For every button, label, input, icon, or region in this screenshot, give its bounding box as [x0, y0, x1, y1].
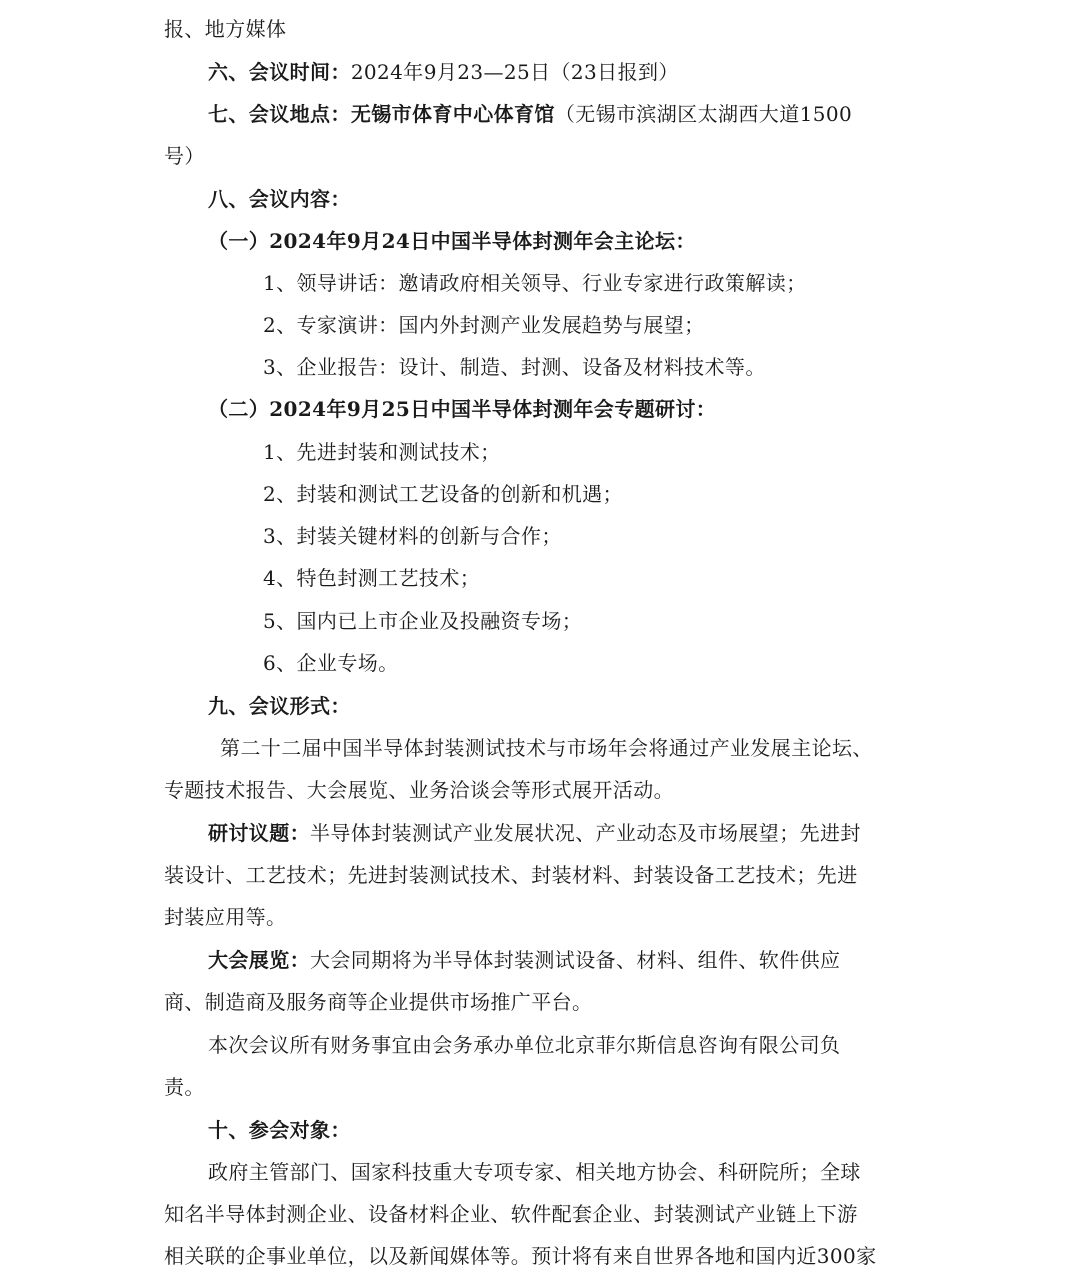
audience-paragraph-cont: 知名半导体封测企业、设备材料企业、软件配套企业、封装测试产业链上下游	[164, 1202, 858, 1226]
meeting-time: 2024年9月23—25日（23日报到）	[350, 60, 679, 84]
expo-paragraph-cont: 商、制造商及服务商等企业提供市场推广平台。	[164, 990, 593, 1014]
continued-text: 报、地方媒体	[164, 17, 287, 41]
part-2-item: 5、国内已上市企业及投融资专场；	[263, 609, 583, 633]
format-paragraph: 第二十二届中国半导体封装测试技术与市场年会将通过产业发展主论坛、	[220, 736, 873, 760]
format-paragraph-cont: 专题技术报告、大会展览、业务洽谈会等形式展开活动。	[164, 778, 674, 802]
section-7-heading: 七、会议地点：	[208, 102, 351, 126]
audience-paragraph: 政府主管部门、国家科技重大专项专家、相关地方协会、科研院所；全球	[208, 1160, 861, 1184]
topics-paragraph-cont: 封装应用等。	[164, 905, 287, 929]
topics-paragraph-cont: 装设计、工艺技术；先进封装测试技术、封装材料、封装设备工艺技术；先进	[164, 863, 858, 887]
topics-label: 研讨议题：	[208, 821, 310, 845]
part-1-item: 1、领导讲话：邀请政府相关领导、行业专家进行政策解读；	[263, 271, 807, 295]
venue-name: 无锡市体育中心体育馆	[350, 102, 555, 126]
part-2-item: 1、先进封装和测试技术；	[263, 440, 501, 464]
audience-paragraph-cont: 相关联的企事业单位，以及新闻媒体等。预计将有来自世界各地和国内近300家	[164, 1244, 877, 1268]
venue-address-cont: 号）	[164, 144, 205, 168]
section-6-time	[208, 57, 968, 87]
topics-paragraph: 研讨议题：半导体封装测试产业发展状况、产业动态及市场展望；先进封	[208, 821, 861, 845]
finance-paragraph: 本次会议所有财务事宜由会务承办单位北京菲尔斯信息咨询有限公司负	[208, 1033, 841, 1057]
part-2-item: 6、企业专场。	[263, 651, 399, 675]
section-7-location	[208, 99, 968, 129]
part-2-item: 3、封装关键材料的创新与合作；	[263, 524, 562, 548]
section-10-heading: 十、参会对象：	[208, 1118, 351, 1142]
part-2-item: 4、特色封测工艺技术；	[263, 566, 481, 590]
expo-label: 大会展览：	[208, 948, 310, 972]
finance-paragraph-cont: 责。	[164, 1075, 205, 1099]
expo-paragraph: 大会展览：大会同期将为半导体封装测试设备、材料、组件、软件供应	[208, 948, 841, 972]
part-2-heading: （二）2024年9月25日中国半导体封测年会专题研讨：	[208, 397, 717, 421]
part-1-item: 2、专家演讲：国内外封测产业发展趋势与展望；	[263, 313, 705, 337]
part-1-item: 3、企业报告：设计、制造、封测、设备及材料技术等。	[263, 355, 766, 379]
part-2-item: 2、封装和测试工艺设备的创新和机遇；	[263, 482, 623, 506]
part-1-heading: （一）2024年9月24日中国半导体封测年会主论坛：	[208, 229, 696, 253]
section-8-heading: 八、会议内容：	[208, 187, 351, 211]
section-9-heading: 九、会议形式：	[208, 694, 351, 718]
venue-address: （无锡市滨湖区太湖西大道1500	[554, 102, 853, 126]
section-6-heading: 六、会议时间：	[208, 60, 351, 84]
